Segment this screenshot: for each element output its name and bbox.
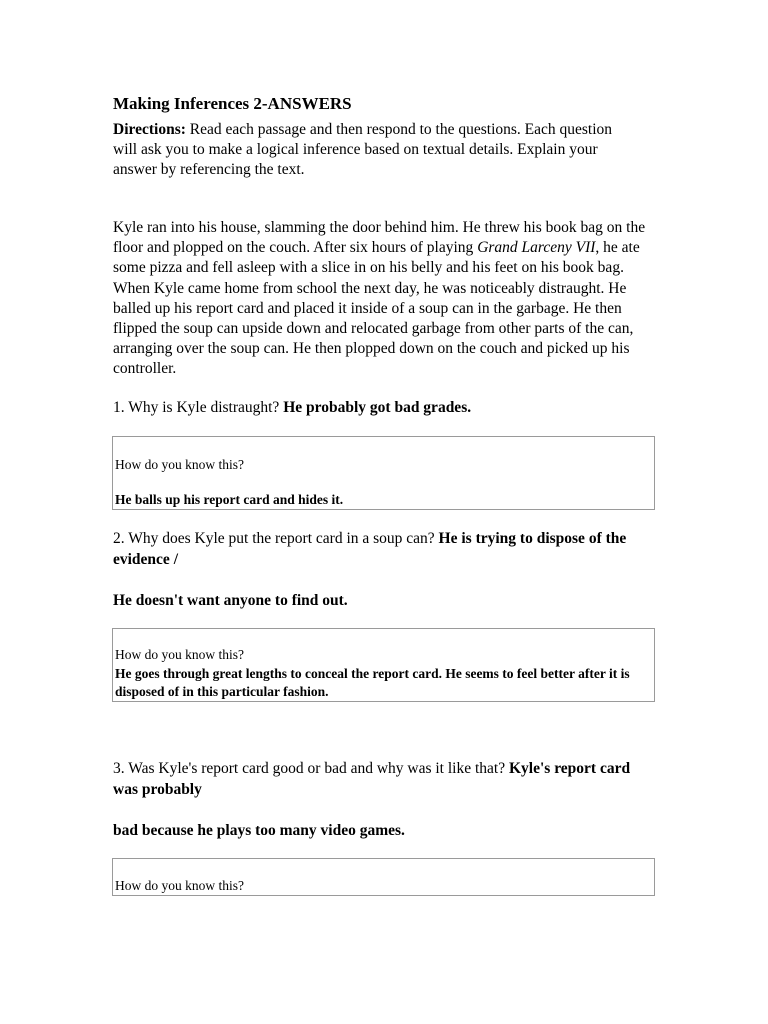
question-3-answer: Kyle's report card was probably — [113, 760, 631, 798]
question-1-how-answer: He balls up his report card and hides it. — [115, 492, 344, 507]
question-1 — [113, 397, 658, 418]
question-1-answer-box — [112, 436, 655, 510]
question-3 — [113, 758, 658, 800]
passage-game-title: Grand Larceny VII — [477, 239, 596, 257]
page-title: Making Inferences 2-ANSWERS — [113, 94, 352, 113]
question-2-answer-2: He doesn't want anyone to find out. — [113, 592, 348, 609]
question-2 — [113, 528, 658, 570]
question-1-prompt: 1. Why is Kyle distraught? — [113, 399, 284, 416]
passage-part-2: , he ate some pizza and fell asleep with a slice in on his belly and his feet on his book bag. When Kyle came home from school the next day, he was noticeably distraught. He balled up his report card and placed it inside of a soup can in the garbage. He then flipped the soup can upside down and relocated garbage from other parts of the can, arranging over the soup can. He then plopped down on the couch and picked up his controller. — [113, 239, 640, 378]
question-3-answer-cont — [113, 820, 658, 841]
passage — [113, 218, 658, 380]
question-2-answer-cont — [113, 590, 658, 611]
passage-part-1: Kyle ran into his house, slamming the door behind him. He threw his book bag on the floor and plopped on the couch. After six hours of playing — [113, 219, 646, 257]
question-1-answer: He probably got bad grades. — [283, 399, 472, 416]
question-3-answer-box — [112, 858, 655, 896]
question-3-prompt: 3. Was Kyle's report card good or bad and why was it like that? — [113, 760, 509, 777]
directions — [113, 120, 633, 180]
directions-label: Directions: — [113, 121, 186, 138]
question-2-answer-box — [112, 628, 655, 702]
question-3-how-label: How do you know this? — [115, 878, 244, 893]
question-1-how-label: How do you know this? — [115, 457, 244, 472]
question-2-answer: He is trying to dispose of the evidence / — [113, 530, 627, 568]
directions-text: Read each passage and then respond to the questions. Each question will ask you to make a logical inference based on textual details. Explain your answer by referencing the text. — [113, 121, 613, 178]
question-3-answer-2: bad because he plays too many video games. — [113, 822, 405, 839]
question-2-how-label: How do you know this? — [115, 647, 244, 662]
question-2-how-answer: He goes through great lengths to conceal the report card. He seems to feel better after it is disposed of in this particular fashion. — [115, 666, 630, 699]
question-2-prompt: 2. Why does Kyle put the report card in a soup can? — [113, 530, 439, 547]
